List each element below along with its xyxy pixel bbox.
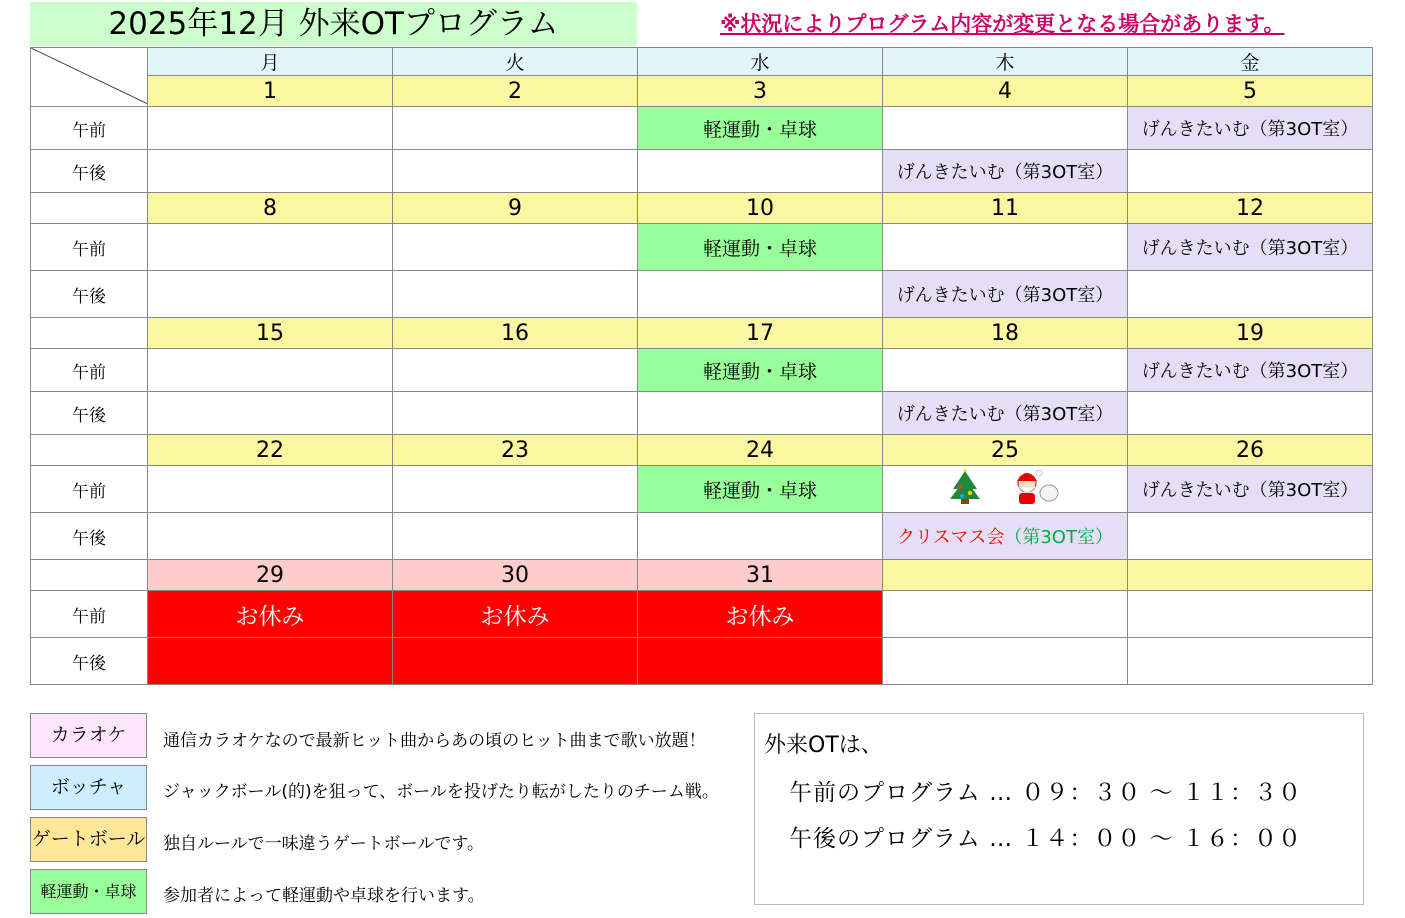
program-cell: [148, 150, 393, 193]
christmas-illustration-cell: [883, 466, 1128, 513]
info-heading: 外来OTは、: [764, 733, 883, 758]
program-cell: [1128, 638, 1373, 685]
week-spacer: [31, 435, 148, 466]
week-spacer: [31, 318, 148, 349]
program-off: お休み: [148, 591, 393, 638]
christmas-tree-santa-icon: [945, 467, 1065, 507]
christmas-event-name: クリスマス会: [897, 527, 1005, 548]
program-cell: [393, 224, 638, 271]
program-cell: [638, 271, 883, 318]
program-genki: げんきたいむ（第3OT室）: [1128, 349, 1373, 392]
program-cell: [148, 513, 393, 560]
date-cell: 24: [638, 435, 883, 466]
date-cell: 15: [148, 318, 393, 349]
program-cell: [1128, 513, 1373, 560]
weekday-wed: 水: [638, 48, 883, 76]
program-cell: [148, 349, 393, 392]
legend-keiundo: 軽運動・卓球: [30, 869, 147, 914]
date-cell: 19: [1128, 318, 1373, 349]
program-keiundo: 軽運動・卓球: [638, 224, 883, 271]
date-cell-holiday: 31: [638, 560, 883, 591]
program-cell: [638, 392, 883, 435]
program-genki: げんきたいむ（第3OT室）: [883, 271, 1128, 318]
program-cell: [1128, 150, 1373, 193]
slot-label-am: 午前: [31, 107, 148, 150]
diagonal-line: [31, 48, 148, 104]
date-cell: 5: [1128, 76, 1373, 107]
program-keiundo: 軽運動・卓球: [638, 466, 883, 513]
program-cell: [393, 392, 638, 435]
slot-label-am: 午前: [31, 466, 148, 513]
program-cell: [393, 513, 638, 560]
change-notice: ※状況によりプログラム内容が変更となる場合があります。: [720, 12, 1285, 36]
date-cell: 9: [393, 193, 638, 224]
program-cell: [1128, 392, 1373, 435]
date-cell: 16: [393, 318, 638, 349]
program-off: お休み: [638, 591, 883, 638]
program-cell: [393, 466, 638, 513]
legend-boccia: ボッチャ: [30, 765, 147, 810]
program-off-blank: [393, 638, 638, 685]
slot-label-am: 午前: [31, 591, 148, 638]
program-cell: [883, 224, 1128, 271]
date-cell: [883, 560, 1128, 591]
program-cell: [148, 224, 393, 271]
slot-label-pm: 午後: [31, 271, 148, 318]
week-spacer: [31, 560, 148, 591]
program-off-blank: [148, 638, 393, 685]
legend-keiundo-desc: 参加者によって軽運動や卓球を行います。: [163, 886, 485, 906]
slot-label-am: 午前: [31, 224, 148, 271]
weekday-fri: 金: [1128, 48, 1373, 76]
date-cell: 1: [148, 76, 393, 107]
program-christmas: [883, 513, 1128, 560]
slot-label-pm: 午後: [31, 150, 148, 193]
program-off-blank: [638, 638, 883, 685]
date-cell: 11: [883, 193, 1128, 224]
program-genki: げんきたいむ（第3OT室）: [883, 392, 1128, 435]
program-cell: [393, 150, 638, 193]
page-title: 2025年12月 外来OTプログラム: [30, 2, 637, 46]
legend-karaoke-desc: 通信カラオケなので最新ヒット曲からあの頃のヒット曲まで歌い放題！: [163, 731, 706, 751]
date-cell-holiday: 29: [148, 560, 393, 591]
program-cell: [638, 150, 883, 193]
legend-boccia-desc: ジャックボール(的)を狙って、ボールを投げたり転がしたりのチーム戦。: [163, 782, 719, 802]
program-cell: [393, 107, 638, 150]
program-genki: げんきたいむ（第3OT室）: [883, 150, 1128, 193]
program-off: お休み: [393, 591, 638, 638]
program-genki: げんきたいむ（第3OT室）: [1128, 466, 1373, 513]
date-cell: 22: [148, 435, 393, 466]
date-cell: 23: [393, 435, 638, 466]
program-cell: [148, 392, 393, 435]
program-keiundo: 軽運動・卓球: [638, 107, 883, 150]
info-pm-time: 午後のプログラム … １４：００ ～ １６：００: [789, 826, 1303, 852]
program-cell: [393, 271, 638, 318]
program-cell: [1128, 591, 1373, 638]
date-cell: 17: [638, 318, 883, 349]
program-calendar: [30, 47, 1373, 685]
schedule-info-box: [754, 713, 1364, 905]
weekday-mon: 月: [148, 48, 393, 76]
legend-gateball-desc: 独自ルールで一味違うゲートボールです。: [163, 834, 484, 854]
date-cell: 2: [393, 76, 638, 107]
date-cell: 8: [148, 193, 393, 224]
date-cell: 10: [638, 193, 883, 224]
program-cell: [883, 591, 1128, 638]
slot-label-pm: 午後: [31, 638, 148, 685]
week-spacer: [31, 193, 148, 224]
program-genki: げんきたいむ（第3OT室）: [1128, 224, 1373, 271]
slot-label-pm: 午後: [31, 392, 148, 435]
program-cell: [883, 107, 1128, 150]
slot-label-pm: 午後: [31, 513, 148, 560]
date-cell: 4: [883, 76, 1128, 107]
program-keiundo: 軽運動・卓球: [638, 349, 883, 392]
program-cell: [148, 466, 393, 513]
program-cell: [638, 513, 883, 560]
slot-label-am: 午前: [31, 349, 148, 392]
date-cell: 25: [883, 435, 1128, 466]
date-cell: 3: [638, 76, 883, 107]
program-genki: げんきたいむ（第3OT室）: [1128, 107, 1373, 150]
program-cell: [883, 349, 1128, 392]
program-cell: [148, 271, 393, 318]
weekday-tue: 火: [393, 48, 638, 76]
legend-gateball: ゲートボール: [30, 817, 147, 862]
program-cell: [883, 638, 1128, 685]
program-cell: [148, 107, 393, 150]
program-cell: [393, 349, 638, 392]
info-am-time: 午前のプログラム … ０９：３０ ～ １１：３０: [789, 780, 1303, 806]
date-cell: 26: [1128, 435, 1373, 466]
date-cell: 18: [883, 318, 1128, 349]
corner-cell: [31, 48, 148, 107]
program-cell: [1128, 271, 1373, 318]
date-cell: [1128, 560, 1373, 591]
legend-karaoke: カラオケ: [30, 713, 147, 758]
date-cell: 12: [1128, 193, 1373, 224]
date-cell-holiday: 30: [393, 560, 638, 591]
christmas-event-room: （第3OT室）: [1004, 527, 1113, 548]
weekday-thu: 木: [883, 48, 1128, 76]
